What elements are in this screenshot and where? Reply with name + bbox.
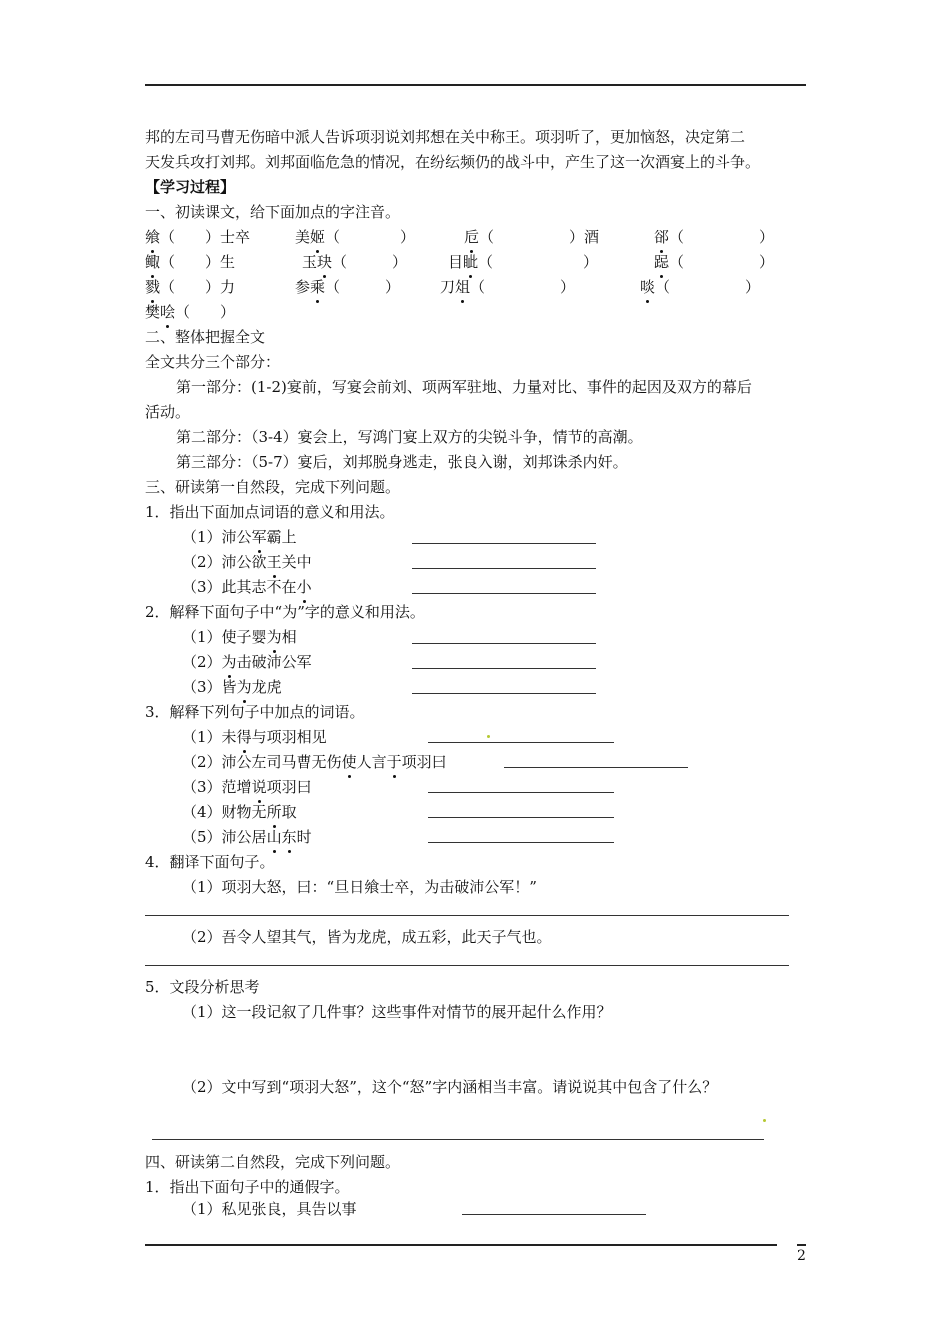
part-2: 第二部分：（3-4）宴会上，写鸿门宴上双方的尖锐斗争，情节的高潮。 <box>176 428 643 446</box>
question-item <box>182 651 312 673</box>
phonetic-item <box>464 226 599 248</box>
section-heading: 【学习过程】 <box>145 178 236 196</box>
footer-rule <box>145 1244 777 1246</box>
dotted-char: 为 <box>266 628 282 646</box>
answer-blank[interactable] <box>462 1214 646 1215</box>
answer-blank[interactable] <box>428 817 614 818</box>
part-1-line-2: 活动。 <box>145 403 191 421</box>
item-number: （2） <box>182 653 222 671</box>
stray-speck <box>487 735 490 738</box>
item-suffix: 项羽曰 <box>401 753 447 771</box>
item-prefix: 范增 <box>221 778 252 796</box>
intro-line-1: 邦的左司马曹无伤暗中派人告诉项羽说刘邦想在关中称王。项羽听了，更加恼怒，决定第二 <box>145 128 746 146</box>
item-prefix: 财物无 <box>221 803 267 821</box>
item-prefix: 目 <box>448 253 464 271</box>
dotted-char: 戮 <box>145 278 161 296</box>
section-3-title: 三、研读第一自然段，完成下列问题。 <box>145 478 401 496</box>
item-number: （2） <box>182 753 222 771</box>
phonetic-item <box>302 251 407 273</box>
dotted-char: 说 <box>251 778 267 796</box>
item-number: （3） <box>182 578 222 596</box>
phonetic-item <box>145 301 235 323</box>
item-number: （4） <box>182 803 222 821</box>
item-text: （ ） <box>175 303 236 321</box>
item-prefix: 此其志不在 <box>221 578 297 596</box>
item-number: （5） <box>182 828 222 846</box>
answer-blank[interactable] <box>412 693 596 694</box>
dotted-char: 东 <box>281 828 297 846</box>
item-prefix: 未 <box>221 728 237 746</box>
section-4-question-1: 1．指出下面句子中的通假字。 <box>145 1178 350 1196</box>
item-prefix: 沛公欲 <box>221 553 267 571</box>
item-text: （ ） <box>325 278 401 296</box>
answer-blank[interactable] <box>412 668 596 669</box>
item-number: （3） <box>182 678 222 696</box>
item-number: （1） <box>182 728 222 746</box>
phonetic-item <box>654 251 774 273</box>
item-suffix: 取 <box>281 803 297 821</box>
section-2-summary: 全文共分三个部分： <box>145 353 281 371</box>
question-item <box>182 801 297 823</box>
section-1-title: 一、初读课文，给下面加点的字注音。 <box>145 203 401 221</box>
item-number: （1） <box>182 628 222 646</box>
dotted-char: 于 <box>386 753 402 771</box>
question-3-title: 3．解释下列句子中加点的词语。 <box>145 703 365 721</box>
item-text: （ ） <box>332 253 408 271</box>
stray-speck <box>763 1119 766 1122</box>
item-prefix: 沛公居 <box>221 828 267 846</box>
item-prefix: 沛公 <box>221 528 252 546</box>
item-suffix: 关中 <box>281 553 312 571</box>
answer-blank[interactable] <box>428 742 614 743</box>
item-text: （ ） <box>669 253 775 271</box>
phonetic-item <box>448 251 598 273</box>
dotted-char: 王 <box>266 553 282 571</box>
phonetic-item <box>640 276 760 298</box>
dotted-char: 得 <box>236 728 252 746</box>
item-number: （3） <box>182 778 222 796</box>
dotted-char: 乘 <box>310 278 326 296</box>
question-item <box>182 826 312 848</box>
question-5-title: 5．文段分析思考 <box>145 978 260 996</box>
item-text: （ ）力 <box>160 278 236 296</box>
item-prefix: 刀 <box>440 278 456 296</box>
item-prefix: 樊 <box>145 303 161 321</box>
phonetic-item <box>145 226 250 248</box>
header-rule <box>145 84 806 86</box>
question-1-title: 1．指出下面加点词语的意义和用法。 <box>145 503 395 521</box>
item-text: （ ） <box>470 278 576 296</box>
section-4-item-1: （1）私见张良，具告以事 <box>182 1200 357 1218</box>
item-text: （ ） <box>655 278 761 296</box>
section-2-title: 二、整体把握全文 <box>145 328 266 346</box>
phonetic-item <box>145 251 235 273</box>
item-suffix: 龙虎 <box>251 678 282 696</box>
dotted-char: 为 <box>221 653 237 671</box>
question-item <box>182 551 312 573</box>
item-suffix: 相 <box>281 628 297 646</box>
dotted-char: 小 <box>296 578 312 596</box>
question-item <box>182 526 297 548</box>
dotted-char: 鲰 <box>145 253 161 271</box>
dotted-char: 哙 <box>160 303 176 321</box>
answer-blank[interactable] <box>412 543 596 544</box>
item-prefix: 玉 <box>302 253 318 271</box>
dotted-char: 眦 <box>463 253 479 271</box>
dotted-char: 俎 <box>455 278 471 296</box>
phonetic-item <box>145 276 235 298</box>
item-text: （ ）生 <box>160 253 236 271</box>
question-item <box>182 751 447 773</box>
dotted-char: 啖 <box>640 278 656 296</box>
item-text: （ ） <box>669 228 775 246</box>
item-text: （ ） <box>325 228 416 246</box>
dotted-char: 所 <box>266 803 282 821</box>
item-text: （ ）酒 <box>479 228 600 246</box>
answer-blank[interactable] <box>412 593 596 594</box>
answer-blank[interactable] <box>504 767 688 768</box>
intro-line-2: 天发兵攻打刘邦。刘邦面临危急的情况，在纷纭频仍的战斗中，产生了这一次酒宴上的斗争。 <box>145 153 761 171</box>
translate-sentence-2: （2）吾令人望其气，皆为龙虎，成五彩，此天子气也。 <box>182 928 552 946</box>
dotted-char: 跽 <box>654 253 670 271</box>
question-2-title: 2．解释下面句子中“为”字的意义和用法。 <box>145 603 425 621</box>
dotted-char: 为 <box>236 678 252 696</box>
phonetic-item <box>440 276 575 298</box>
section-4-title: 四、研读第二自然段，完成下列问题。 <box>145 1153 401 1171</box>
analysis-question-2: （2）文中写到“项羽大怒”，这个“怒”字内涵相当丰富。请说说其中包含了什么？ <box>182 1078 718 1096</box>
analysis-question-1: （1）这一段记叙了几件事？这些事件对情节的展开起什么作用？ <box>182 1003 612 1021</box>
item-prefix: 参 <box>295 278 311 296</box>
item-prefix: 使子婴 <box>221 628 267 646</box>
question-4-title: 4．翻译下面句子。 <box>145 853 275 871</box>
dotted-char: 卮 <box>464 228 480 246</box>
dotted-char: 玦 <box>317 253 333 271</box>
answer-blank[interactable] <box>412 643 596 644</box>
question-item <box>182 676 282 698</box>
page-number-mark <box>797 1244 806 1246</box>
item-text: （ ） <box>478 253 599 271</box>
dotted-char: 山 <box>266 828 282 846</box>
answer-blank[interactable] <box>412 568 596 569</box>
answer-blank[interactable] <box>428 792 614 793</box>
item-prefix: 皆 <box>221 678 237 696</box>
answer-line[interactable] <box>145 915 789 916</box>
item-suffix: 人言 <box>356 753 387 771</box>
phonetic-item <box>295 226 415 248</box>
question-item <box>182 776 312 798</box>
item-number: （1） <box>182 528 222 546</box>
phonetic-item <box>295 276 400 298</box>
dotted-char: 军 <box>251 528 267 546</box>
dotted-char: 飨 <box>145 228 161 246</box>
dotted-char: 使 <box>341 753 357 771</box>
answer-line[interactable] <box>152 1139 764 1140</box>
question-item <box>182 626 297 648</box>
item-prefix: 美 <box>295 228 311 246</box>
part-3: 第三部分：（5-7）宴后，刘邦脱身逃走，张良入谢，刘邦诛杀内奸。 <box>176 453 628 471</box>
phonetic-item <box>654 226 774 248</box>
answer-line[interactable] <box>145 965 789 966</box>
item-number: （2） <box>182 553 222 571</box>
question-item <box>182 576 312 598</box>
dotted-char: 郤 <box>654 228 670 246</box>
item-suffix: 与项羽相见 <box>251 728 327 746</box>
item-suffix: 击破沛公军 <box>236 653 312 671</box>
answer-blank[interactable] <box>428 842 614 843</box>
translate-sentence-1: （1）项羽大怒，曰：“旦日飨士卒，为击破沛公军！” <box>182 878 537 896</box>
item-suffix: 项羽曰 <box>266 778 312 796</box>
part-1-line-1: 第一部分：(1-2)宴前，写宴会前刘、项两军驻地、力量对比、事件的起因及双方的幕后 <box>176 378 752 396</box>
item-suffix: 时 <box>296 828 312 846</box>
item-text: （ ）士卒 <box>160 228 251 246</box>
page-number: 2 <box>797 1248 806 1264</box>
dotted-char: 姬 <box>310 228 326 246</box>
item-suffix: 霸上 <box>266 528 297 546</box>
item-prefix: 沛公左司马曹无伤 <box>221 753 342 771</box>
question-item <box>182 726 327 748</box>
